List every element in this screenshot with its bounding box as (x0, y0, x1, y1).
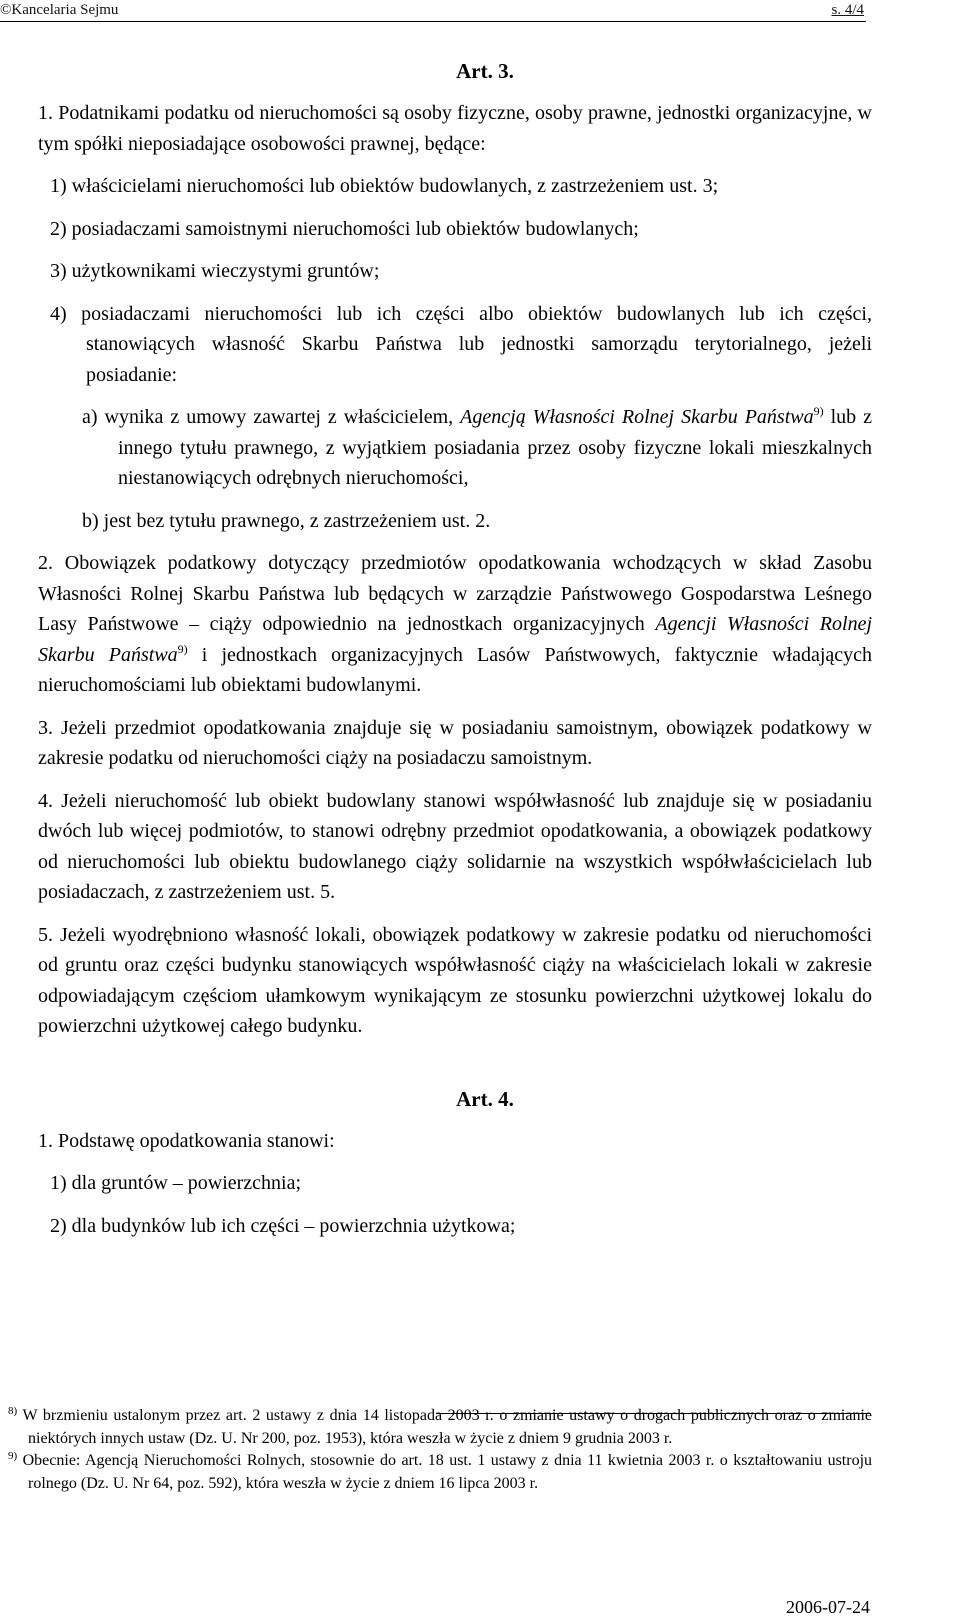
subpoint-text-start: wynika z umowy zawartej z właścicielem, (104, 406, 454, 428)
footnote-text: Obecnie: Agencją Nieruchomości Rolnych, stosownie do art. 18 ust. 1 ustawy z dnia 11 kwietnia 2003 r. o kształtowaniu ustroju rolnego (Dz. U. Nr 64, poz. 592), która weszła w życie z dniem 16 lipca 2003 r. (22, 1452, 873, 1492)
agency-name-italic: Agencją Własności Rolnej Skarbu Państwa (460, 406, 814, 428)
paragraph-text: Jeżeli przedmiot opodatkowania znajduje się w posiadaniu samoistnym, obowiązek podatkowy w zakresie podatku od nieruchomości ciąży na posiadaczu samoistnym. (38, 716, 873, 769)
footnote-ref-9[interactable]: 9) (813, 404, 824, 418)
art4-paragraph-1 (38, 1126, 872, 1157)
subpoint-text: jest bez tytułu prawnego, z zastrzeżeniem ust. 2. (103, 509, 491, 532)
art3-p1-point-2 (50, 214, 872, 245)
point-text: posiadaczami nieruchomości lub ich części albo obiektów budowlanych lub ich części, stanowiących własność Skarbu Państwa lub jednostki samorządu terytorialnego, jeżeli posiadanie: (81, 302, 872, 386)
header-page-number: s. 4/4 (831, 2, 864, 18)
article-4-title: Art. 4. (456, 1086, 514, 1111)
agency-name-italic: Agencji Własności Rolnej Skarbu Państwa (38, 613, 873, 666)
paragraph-text: Podatnikami podatku od nieruchomości są osoby fizyczne, osoby prawne, jednostki organizacyjne, w tym spółki nieposiadające osobowości prawnej, będące: (38, 102, 872, 155)
footnote-number: 9) (8, 1450, 18, 1462)
point-text: dla gruntów – powierzchnia; (71, 1172, 302, 1194)
footnote-text: W brzmieniu ustalonym przez art. 2 ustawy z dnia 14 listopada 2003 r. o zmianie ustawy o drogach publicznych oraz o zmianie niektórych innych ustaw (Dz. U. Nr 200, poz. 1953), która weszła w życie z dniem 9 grudnia 2003 r. (22, 1407, 872, 1447)
paragraph-number: 5. (38, 923, 53, 946)
footnote-9 (8, 1450, 872, 1495)
footnotes-section (8, 1405, 872, 1495)
art4-point-2 (50, 1211, 872, 1242)
point-number: 2) (50, 217, 67, 240)
point-number: 4) (50, 302, 67, 325)
footnote-8 (8, 1405, 872, 1450)
paragraph-number: 1. (38, 1129, 53, 1152)
point-text: użytkownikami wieczystymi gruntów; (71, 260, 380, 282)
footnote-ref-9[interactable]: 9) (177, 641, 188, 656)
art3-paragraph-5 (38, 920, 872, 1042)
point-number: 3) (50, 260, 67, 282)
point-text: posiadaczami samoistnymi nieruchomości lub obiektów budowlanych; (71, 217, 639, 240)
paragraph-text: Podstawę opodatkowania stanowi: (58, 1129, 335, 1152)
art3-paragraph-1 (38, 98, 872, 159)
art3-paragraph-4 (38, 786, 872, 908)
point-text: właścicielami nieruchomości lub obiektów budowlanych, z zastrzeżeniem ust. 3; (71, 175, 719, 197)
header-divider (0, 21, 866, 22)
point-number: 1) (50, 1172, 67, 1194)
paragraph-text: Jeżeli wyodrębniono własność lokali, obowiązek podatkowy w zakresie podatku od nieruchomości od gruntu oraz części budynku stanowiących współwłasność ciąży na właścicielach lokali w zakresie odpowiadającym częściom ułamkowym wynikającym ze stosunku powierzchni użytkowej lokalu do powierzchni użytkowej całego budynku. (38, 923, 872, 1037)
subpoint-text-end: lub z innego tytułu prawnego, z wyjątkiem posiadania przez osoby fizyczne lokali mieszkalnych niestanowiących odrębnych nieruchomości, (118, 406, 873, 489)
footer-date: 2006-07-24 (786, 1597, 870, 1617)
paragraph-text-start: Obowiązek podatkowy dotyczący przedmiotów opodatkowania wchodzących w skład Zasobu Własności Rolnej Skarbu Państwa lub będących w zarządzie Państwowego Gospodarstwa Leśnego Lasy Państwowe – ciąży odpowiednio na jednostkach organizacyjnych (38, 552, 872, 635)
paragraph-number: 4. (38, 789, 53, 812)
header-publisher: ©Kancelaria Sejmu (0, 2, 119, 18)
subpoint-letter: b) (82, 509, 99, 532)
art3-p1-point-1 (50, 171, 872, 202)
paragraph-number: 1. (38, 102, 53, 124)
paragraph-text-end: i jednostkach organizacyjnych Lasów Państwowych, faktycznie władających nieruchomościami lub obiektami budowlanymi. (38, 643, 873, 696)
art3-paragraph-3 (38, 713, 872, 774)
art3-p1-point-4 (50, 299, 872, 391)
point-text: dla budynków lub ich części – powierzchnia użytkowa; (71, 1214, 516, 1237)
art3-p1-subpoint-b (82, 506, 872, 537)
paragraph-number: 2. (38, 552, 53, 574)
point-number: 1) (50, 175, 67, 197)
document-body (38, 56, 872, 1241)
article-3-title: Art. 3. (456, 59, 514, 83)
subpoint-letter: a) (82, 406, 98, 428)
art3-p1-subpoint-a (82, 402, 872, 494)
art3-p1-point-3 (50, 256, 872, 287)
art3-paragraph-2 (38, 548, 872, 701)
paragraph-number: 3. (38, 716, 53, 739)
point-number: 2) (50, 1214, 67, 1237)
footnote-number: 8) (8, 1405, 18, 1417)
paragraph-text: Jeżeli nieruchomość lub obiekt budowlany stanowi współwłasność lub znajduje się w posiadaniu dwóch lub więcej podmiotów, to stanowi odrębny przedmiot opodatkowania, a obowiązek podatkowy od nieruchomości lub obiektu budowlanego ciąży solidarnie na wszystkich współwłaścicielach lub posiadaczach, z zastrzeżeniem ust. 5. (38, 789, 872, 903)
art4-point-1 (50, 1168, 872, 1199)
